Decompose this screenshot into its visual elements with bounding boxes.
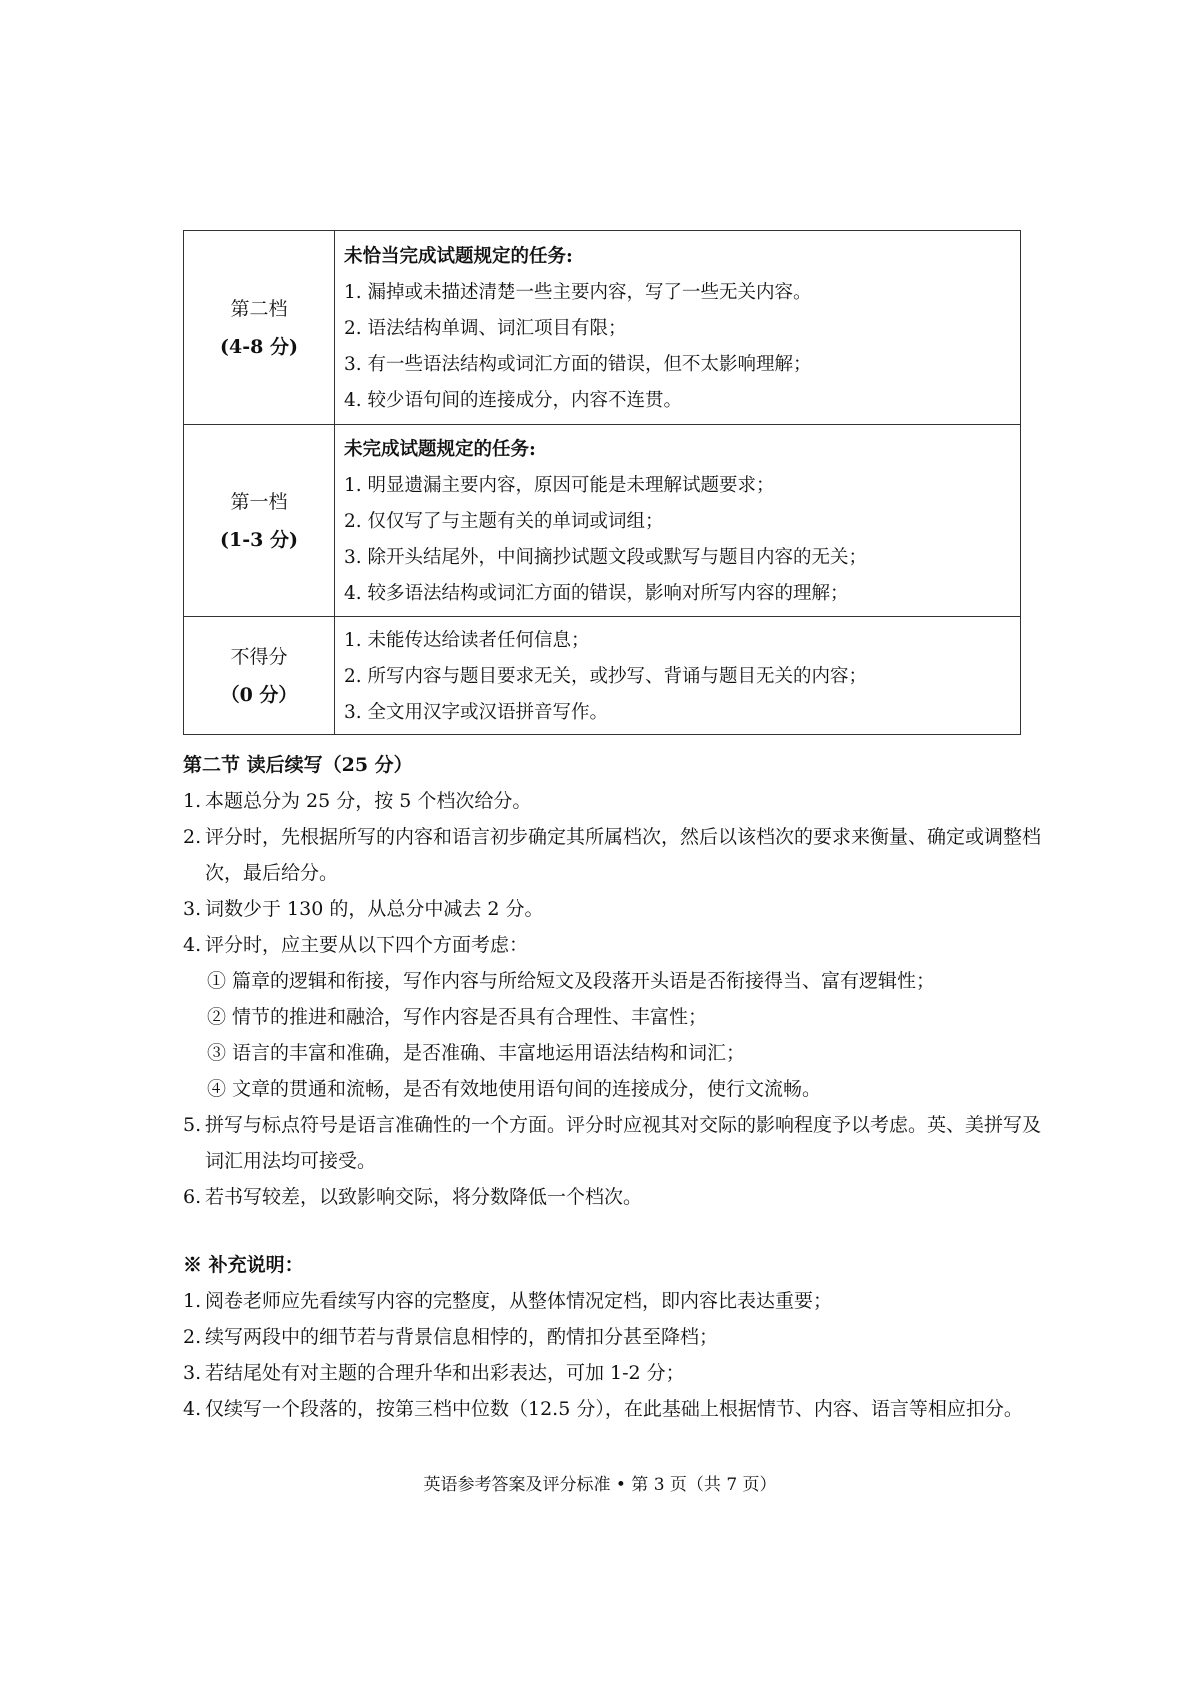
band-criterion: 1. 漏掉或未描述清楚一些主要内容，写了一些无关内容。 <box>344 281 812 303</box>
supplement-item <box>183 1283 1053 1319</box>
rule-number: 2. <box>183 826 202 848</box>
band-cell <box>184 425 335 617</box>
band-name: 第一档 <box>230 490 288 513</box>
supplement-number: 3. <box>183 1362 202 1384</box>
supplement-text: 若结尾处有对主题的合理升华和出彩表达，可加 1-2 分； <box>205 1362 685 1384</box>
band-criterion: 3. 除开头结尾外，中间摘抄试题文段或默写与题目内容的无关； <box>344 546 868 568</box>
rule-text: 拼写与标点符号是语言准确性的一个方面。评分时应视其对交际的影响程度予以考虑。英、美拼写及词汇用法均可接受。 <box>205 1114 1042 1172</box>
band-description <box>335 425 1021 617</box>
rule-item <box>183 1179 1053 1215</box>
rule-text: 词数少于 130 的，从总分中减去 2 分。 <box>205 898 544 920</box>
supplement-item <box>183 1391 1053 1427</box>
band-description <box>335 617 1021 735</box>
rule-item <box>183 927 1053 963</box>
supplementary-notes <box>183 1247 1053 1427</box>
rule-text: 若书写较差，以致影响交际，将分数降低一个档次。 <box>205 1186 643 1208</box>
supplement-item <box>183 1355 1053 1391</box>
rule-number: 4. <box>183 934 202 956</box>
band-cell <box>184 231 335 425</box>
band-criterion: 1. 未能传达给读者任何信息； <box>344 629 590 651</box>
rule-text: 评分时，应主要从以下四个方面考虑： <box>205 934 529 956</box>
supplement-number: 2. <box>183 1326 202 1348</box>
supplement-item <box>183 1319 1053 1355</box>
band-heading: 未完成试题规定的任务: <box>344 438 536 460</box>
supplement-text: 续写两段中的细节若与背景信息相悖的，酌情扣分甚至降档； <box>205 1326 719 1348</box>
rubric-row-no-score <box>184 617 1021 735</box>
band-criterion: 3. 全文用汉字或汉语拼音写作。 <box>344 701 609 723</box>
supplement-number: 4. <box>183 1398 202 1420</box>
band-criterion: 2. 语法结构单调、词汇项目有限； <box>344 317 627 339</box>
rule-number: 6. <box>183 1186 202 1208</box>
section-2-continuation-writing <box>183 747 1053 1215</box>
supplement-title: ※ 补充说明： <box>183 1254 304 1276</box>
rule-item <box>183 783 1053 819</box>
band-criterion: 4. 较多语法结构或词汇方面的错误，影响对所写内容的理解； <box>344 582 849 604</box>
band-criterion: 3. 有一些语法结构或词汇方面的错误，但不太影响理解； <box>344 353 812 375</box>
band-score: (1-3 分) <box>220 528 298 551</box>
page-footer: 英语参考答案及评分标准 • 第 3 页（共 7 页） <box>423 1475 777 1495</box>
scoring-rubric-table <box>183 230 1021 735</box>
band-score: (4-8 分) <box>220 335 298 358</box>
band-criterion: 2. 仅仅写了与主题有关的单词或词组； <box>344 510 664 532</box>
rule-item <box>183 891 1053 927</box>
band-description <box>335 231 1021 425</box>
criterion-item: ② 情节的推进和融洽，写作内容是否具有合理性、丰富性； <box>207 1006 708 1028</box>
rule-number: 5. <box>183 1114 202 1136</box>
rule-item <box>183 1107 1053 1179</box>
rule-number: 3. <box>183 898 202 920</box>
band-criterion: 4. 较少语句间的连接成分，内容不连贯。 <box>344 389 683 411</box>
band-criterion: 2. 所写内容与题目要求无关，或抄写、背诵与题目无关的内容； <box>344 665 868 687</box>
band-heading: 未恰当完成试题规定的任务: <box>344 245 573 267</box>
section-title: 第二节 读后续写（25 分） <box>183 754 413 776</box>
supplement-number: 1. <box>183 1290 202 1312</box>
rubric-row-band-1 <box>184 425 1021 617</box>
criterion-item: ① 篇章的逻辑和衔接，写作内容与所给短文及段落开头语是否衔接得当、富有逻辑性； <box>207 970 936 992</box>
rule-text: 本题总分为 25 分，按 5 个档次给分。 <box>205 790 532 812</box>
rule-text: 评分时，先根据所写的内容和语言初步确定其所属档次，然后以该档次的要求来衡量、确定或调整档次，最后给分。 <box>205 826 1042 884</box>
band-score: （0 分） <box>220 683 298 706</box>
rule-number: 1. <box>183 790 202 812</box>
rule-item <box>183 819 1053 891</box>
band-name: 第二档 <box>230 297 288 320</box>
supplement-text: 仅续写一个段落的，按第三档中位数（12.5 分），在此基础上根据情节、内容、语言等相应扣分。 <box>205 1398 1023 1420</box>
band-name: 不得分 <box>230 645 288 668</box>
criterion-item: ④ 文章的贯通和流畅，是否有效地使用语句间的连接成分，使行文流畅。 <box>207 1078 822 1100</box>
rubric-row-band-2 <box>184 231 1021 425</box>
criterion-item: ③ 语言的丰富和准确，是否准确、丰富地运用语法结构和词汇； <box>207 1042 746 1064</box>
band-criterion: 1. 明显遗漏主要内容，原因可能是未理解试题要求； <box>344 474 775 496</box>
band-cell <box>184 617 335 735</box>
supplement-text: 阅卷老师应先看续写内容的完整度，从整体情况定档，即内容比表达重要； <box>205 1290 833 1312</box>
